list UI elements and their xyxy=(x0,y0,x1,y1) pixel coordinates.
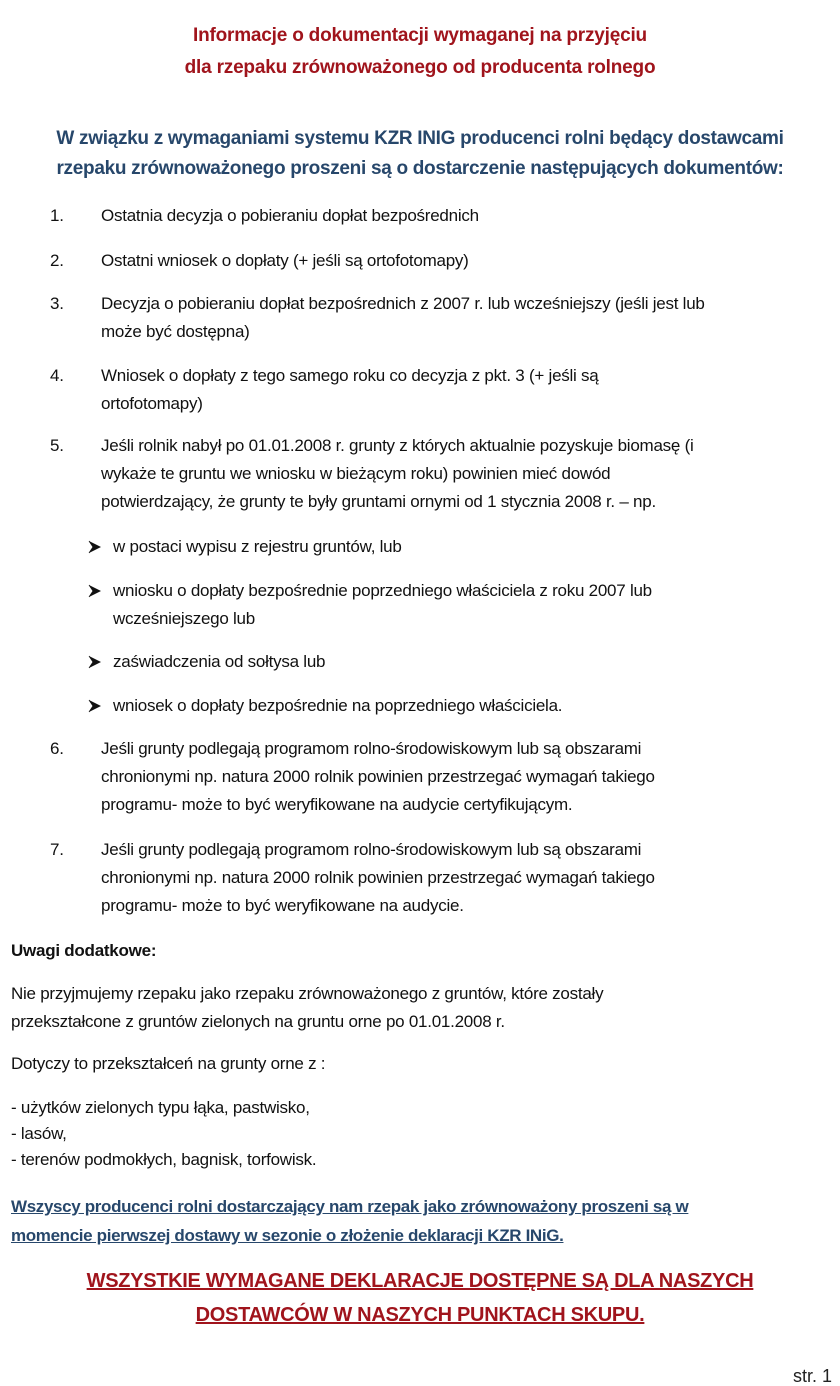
intro-line-2: rzepaku zrównoważonego proszeni są o dostarczenie następujących dokumentów: xyxy=(56,158,784,179)
text-line: wcześniejszego lub xyxy=(113,609,255,628)
list-item-text xyxy=(101,735,836,819)
text-line: momencie pierwszej dostawy w sezonie o złożenie deklaracji KZR INiG. xyxy=(11,1226,564,1245)
title-line-2: dla rzepaku zrównoważonego od producenta rolnego xyxy=(184,57,656,78)
declaration-notice xyxy=(11,1192,831,1250)
text-line: Jeśli grunty podlegają programom rolno-środowiskowym lub są obszarami xyxy=(101,840,642,859)
list-item-number: 2. xyxy=(50,251,64,270)
page-title xyxy=(0,20,840,84)
list-item-text xyxy=(101,290,836,346)
list-item-number: 4. xyxy=(50,366,64,385)
text-line: Ostatni wniosek o dopłaty (+ jeśli są ortofotomapy) xyxy=(101,251,469,270)
text-line: w postaci wypisu z rejestru gruntów, lub xyxy=(113,537,402,556)
list-item-text xyxy=(101,432,836,516)
text-line: chronionymi np. natura 2000 rolnik powinien przestrzegać wymagań takiego xyxy=(101,767,655,786)
sub-list-item-text xyxy=(113,692,813,720)
intro-heading xyxy=(0,124,840,184)
arrow-bullet-icon xyxy=(88,655,102,669)
list-item-number: 1. xyxy=(50,206,64,225)
intro-line-1: W związku z wymaganiami systemu KZR INIG producenci rolni będący dostawcami xyxy=(56,128,784,149)
text-line: Decyzja o pobieraniu dopłat bezpośrednich z 2007 r. lub wcześniejszy (jeśli jest lub xyxy=(101,294,705,313)
dash-list-item: - terenów podmokłych, bagnisk, torfowisk. xyxy=(11,1150,317,1169)
final-notice xyxy=(0,1264,840,1332)
list-item-text xyxy=(101,247,836,275)
text-line: wykaże te gruntu we wniosku w bieżącym roku) powinien mieć dowód xyxy=(101,464,611,483)
arrow-bullet-icon xyxy=(88,699,102,713)
sub-list-item-text xyxy=(113,577,813,633)
arrow-bullet-icon xyxy=(88,584,102,598)
text-line: Ostatnia decyzja o pobieraniu dopłat bezpośrednich xyxy=(101,206,479,225)
text-line: wniosku o dopłaty bezpośrednie poprzedniego właściciela z roku 2007 lub xyxy=(113,581,652,600)
list-item-number: 7. xyxy=(50,840,64,859)
list-item-number: 6. xyxy=(50,739,64,758)
text-line: programu- może to być weryfikowane na audycie certyfikującym. xyxy=(101,795,573,814)
text-line: Wszyscy producenci rolni dostarczający nam rzepak jako zrównoważony proszeni są w xyxy=(11,1197,689,1216)
notes-paragraph-1 xyxy=(11,980,811,1036)
text-line: Jeśli rolnik nabył po 01.01.2008 r. grunty z których aktualnie pozyskuje biomasę (i xyxy=(101,436,694,455)
list-item-text xyxy=(101,362,836,418)
sub-list-item-text xyxy=(113,648,813,676)
text-line: wniosek o dopłaty bezpośrednie na poprzedniego właściciela. xyxy=(113,696,563,715)
text-line: zaświadczenia od sołtysa lub xyxy=(113,652,326,671)
dash-list-item: - użytków zielonych typu łąka, pastwisko, xyxy=(11,1098,310,1117)
text-line: programu- może to być weryfikowane na audycie. xyxy=(101,896,464,915)
sub-list-item-text xyxy=(113,533,813,561)
text-line: Jeśli grunty podlegają programom rolno-środowiskowym lub są obszarami xyxy=(101,739,642,758)
list-item-text xyxy=(101,836,836,920)
text-line: Nie przyjmujemy rzepaku jako rzepaku zrównoważonego z gruntów, które zostały xyxy=(11,984,604,1003)
notes-paragraph-2: Dotyczy to przekształceń na grunty orne z : xyxy=(11,1054,326,1073)
text-line: przekształcone z gruntów zielonych na gruntu orne po 01.01.2008 r. xyxy=(11,1012,505,1031)
dash-list-item: - lasów, xyxy=(11,1124,67,1143)
text-line: WSZYSTKIE WYMAGANE DEKLARACJE DOSTĘPNE SĄ DLA NASZYCH xyxy=(86,1270,754,1292)
list-item-number: 5. xyxy=(50,436,64,455)
land-types-list xyxy=(11,1095,316,1173)
notes-heading: Uwagi dodatkowe: xyxy=(11,941,157,960)
text-line: chronionymi np. natura 2000 rolnik powinien przestrzegać wymagań takiego xyxy=(101,868,655,887)
arrow-bullet-icon xyxy=(88,540,102,554)
text-line: może być dostępna) xyxy=(101,322,250,341)
text-line: Wniosek o dopłaty z tego samego roku co decyzja z pkt. 3 (+ jeśli są xyxy=(101,366,599,385)
list-item-text xyxy=(101,202,836,230)
title-line-1: Informacje o dokumentacji wymaganej na przyjęciu xyxy=(193,25,647,46)
list-item-number: 3. xyxy=(50,294,64,313)
text-line: ortofotomapy) xyxy=(101,394,203,413)
text-line: DOSTAWCÓW W NASZYCH PUNKTACH SKUPU. xyxy=(195,1304,645,1326)
page-number: str. 1 xyxy=(792,1366,832,1386)
text-line: potwierdzający, że grunty te były gruntami ornymi od 1 stycznia 2008 r. – np. xyxy=(101,492,656,511)
